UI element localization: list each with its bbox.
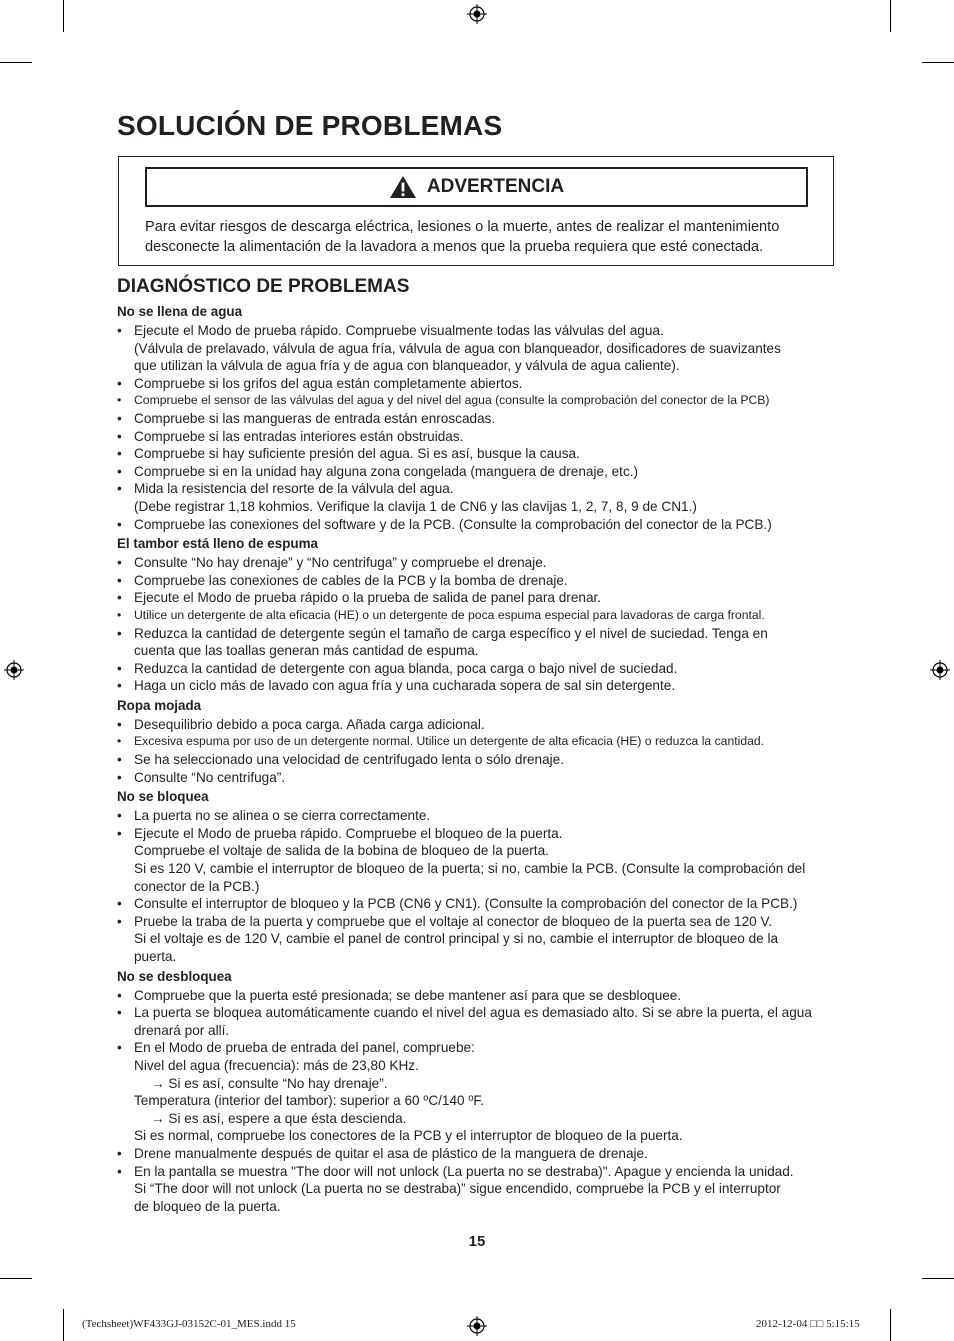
list-item: • En la pantalla se muestra "The door will not unlock (La puerta no se destraba)". Apague y encienda la unidad. Si “The door will not unlock (La puerta no se destraba)” sigue encendido, compruebe la PCB y el interruptor de bloqueo de la puerta. [117, 1163, 842, 1216]
crop-mark [63, 1309, 64, 1341]
crop-mark [922, 1278, 954, 1279]
list-item: • Reduzca la cantidad de detergente según el tamaño de carga específico y el nivel de suciedad. Tenga en cuenta que las toallas generan más cantidad de espuma. [117, 625, 842, 660]
list-item: • Compruebe el sensor de las válvulas del agua y del nivel del agua (consulte la comprobación del conector de la PCB) [117, 392, 842, 410]
crop-mark [890, 0, 891, 32]
subsection-heading: No se desbloquea [117, 968, 232, 984]
list-item: • Utilice un detergente de alta eficacia (HE) o un detergente de poca espuma especial para lavadoras de carga frontal. [117, 607, 842, 625]
list-item: • Compruebe las conexiones de cables de la PCB y la bomba de drenaje. [117, 572, 842, 590]
list-item: • Compruebe si las mangueras de entrada están enroscadas. [117, 410, 842, 428]
warning-header [145, 167, 808, 207]
list-item: • Ejecute el Modo de prueba rápido o la prueba de salida de panel para drenar. [117, 589, 842, 607]
subsection-heading: El tambor está lleno de espuma [117, 536, 318, 552]
crop-mark [0, 62, 32, 63]
list-item: • Consulte “No hay drenaje” y “No centrifuga” y compruebe el drenaje. [117, 554, 842, 572]
registration-mark-icon [930, 660, 950, 680]
registration-mark-icon [467, 1316, 487, 1336]
arrow-right-icon: → [151, 1110, 165, 1126]
list-item: • Haga un ciclo más de lavado con agua fría y una cucharada sopera de sal sin detergente. [117, 677, 842, 695]
registration-mark-icon [4, 660, 24, 680]
crop-mark [0, 1278, 32, 1279]
list-item: • Compruebe si en la unidad hay alguna zona congelada (manguera de drenaje, etc.) [117, 463, 842, 481]
list-item: • Compruebe si los grifos del agua están completamente abiertos. [117, 375, 842, 393]
list-item: • Compruebe si las entradas interiores están obstruidas. [117, 428, 842, 446]
list-item: • Se ha seleccionado una velocidad de centrifugado lenta o sólo drenaje. [117, 751, 842, 769]
list-item: • Consulte “No centrifuga”. [117, 769, 842, 787]
list-item: • Compruebe si hay suficiente presión del agua. Si es así, busque la causa. [117, 445, 842, 463]
crop-mark [890, 1309, 891, 1341]
warning-text [145, 217, 825, 257]
subsection-heading: No se bloquea [117, 789, 209, 805]
list-item: • En el Modo de prueba de entrada del panel, compruebe: Nivel del agua (frecuencia): más de 23,80 KHz. → Si es así, consulte “No hay drenaje”. Temperatura (interior del tambor): superior a 60 ºC/140 ºF. → Si es así, espere a que ésta descienda. Si es normal, compruebe los conectores de la PCB y el interruptor de bloqueo de la puerta. [117, 1039, 842, 1145]
registration-mark-icon [467, 4, 487, 24]
list-item: • Compruebe las conexiones del software y de la PCB. (Consulte la comprobación del conector de la PCB.) [117, 516, 842, 534]
list-item: • Consulte el interruptor de bloqueo y la PCB (CN6 y CN1). (Consulte la comprobación del conector de la PCB.) [117, 895, 842, 913]
section-title: DIAGNÓSTICO DE PROBLEMAS [117, 276, 410, 297]
arrow-right-icon: → [151, 1075, 165, 1091]
list-item: • Mida la resistencia del resorte de la válvula del agua. (Debe registrar 1,18 kohmios. Verifique la clavija 1 de CN6 y las clavijas 1, 2, 7, 8, 9 de CN1.) [117, 480, 842, 515]
page-title: SOLUCIÓN DE PROBLEMAS [117, 110, 503, 141]
page-number: 15 [468, 1233, 486, 1250]
warning-line: Para evitar riesgos de descarga eléctrica, lesiones o la muerte, antes de realizar el mantenimiento [145, 219, 780, 235]
footer-timestamp: 2012-12-04 □□ 5:15:15 [756, 1318, 860, 1330]
warning-line: desconecte la alimentación de la lavadora a menos que la prueba requiera que esté conectada. [145, 239, 764, 255]
crop-mark [63, 0, 64, 32]
list-item: • Pruebe la traba de la puerta y compruebe que el voltaje al conector de bloqueo de la puerta sea de 120 V. Si el voltaje es de 120 V, cambie el panel de control principal y si no, cambie el interruptor de bloqueo de la puerta. [117, 913, 842, 966]
list-item: • Excesiva espuma por uso de un detergente normal. Utilice un detergente de alta eficacia (HE) o reduzca la cantidad. [117, 733, 842, 751]
list-item: • Desequilibrio debido a poca carga. Añada carga adicional. [117, 716, 842, 734]
subsection-heading: Ropa mojada [117, 697, 202, 713]
troubleshooting-content [117, 303, 842, 1215]
list-item: • La puerta no se alinea o se cierra correctamente. [117, 807, 842, 825]
crop-mark [922, 62, 954, 63]
subsection-heading: No se llena de agua [117, 304, 243, 319]
warning-triangle-icon [389, 175, 417, 199]
list-item: • Ejecute el Modo de prueba rápido. Compruebe visualmente todas las válvulas del agua. (Válvula de prelavado, válvula de agua fría, válvula de agua con blanqueador, dosificadores de suavizantes que utilizan la válvula de agua fría y de agua con blanqueador, y válvula de agua caliente). [117, 322, 842, 375]
list-item: • Compruebe que la puerta esté presionada; se debe mantener así para que se desbloquee. [117, 987, 842, 1005]
list-item: • La puerta se bloquea automáticamente cuando el nivel del agua es demasiado alto. Si se abre la puerta, el agua drenará por allí. [117, 1004, 842, 1039]
list-item: • Drene manualmente después de quitar el asa de plástico de la manguera de drenaje. [117, 1145, 842, 1163]
list-item: • Ejecute el Modo de prueba rápido. Compruebe el bloqueo de la puerta. Compruebe el voltaje de salida de la bobina de bloqueo de la puerta. Si es 120 V, cambie el interruptor de bloqueo de la puerta; si no, cambie la PCB. (Consulte la comprobación del conector de la PCB.) [117, 825, 842, 895]
footer-file-info: (Techsheet)WF433GJ-03152C-01_MES.indd 15 [82, 1318, 296, 1330]
list-item: • Reduzca la cantidad de detergente con agua blanda, poca carga o bajo nivel de suciedad. [117, 660, 842, 678]
warning-label: ADVERTENCIA [426, 176, 565, 197]
